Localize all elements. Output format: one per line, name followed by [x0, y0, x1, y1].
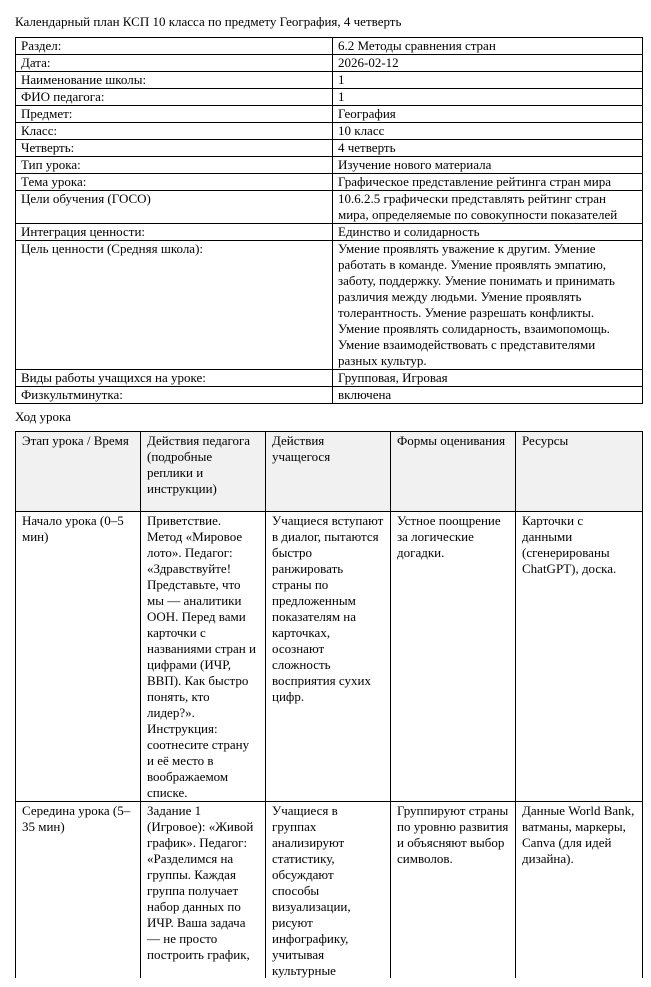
lesson-cell: Учащиеся вступают в диалог, пытаются быстро ранжировать страны по предложенным показателям на карточках, осознают сложность восприятия сухих цифр.	[266, 512, 391, 802]
lesson-section-title: Ход урока	[15, 409, 71, 424]
lesson-cell: Задание 1 (Игровое): «Живой график». Педагог: «Разделимся на группы. Каждая группа получает набор данных по ИЧР. Ваша задача — не просто построить график,	[141, 802, 266, 979]
lesson-cell: Учащиеся в группах анализируют статистику, обсуждают способы визуализации, рисуют инфографику, учитывая культурные	[266, 802, 391, 979]
info-row	[16, 224, 643, 241]
info-label: Интеграция ценности:	[16, 224, 333, 241]
info-label: Предмет:	[16, 106, 333, 123]
column-header: Формы оценивания	[391, 432, 516, 512]
info-row	[16, 370, 643, 387]
info-value: Умение проявлять уважение к другим. Умение работать в команде. Умение проявлять эмпатию, заботу, поддержку. Умение понимать и принимать различия между людьми. Умение проявлять толерантность. Умение разрешать конфликты. Умение проявлять солидарность, взаимопомощь. Умение взаимодействовать с представителями разных культур.	[333, 241, 643, 370]
info-label: Класс:	[16, 123, 333, 140]
lesson-cell: Данные World Bank, ватманы, маркеры, Canva (для идей дизайна).	[516, 802, 643, 979]
lesson-stage-row	[16, 512, 643, 802]
lesson-plan-table	[15, 431, 643, 978]
info-row	[16, 38, 643, 55]
column-header: Этап урока / Время	[16, 432, 141, 512]
info-label: ФИО педагога:	[16, 89, 333, 106]
info-value: 1	[333, 89, 643, 106]
info-value: 1	[333, 72, 643, 89]
info-label: Наименование школы:	[16, 72, 333, 89]
lesson-cell: Начало урока (0–5 мин)	[16, 512, 141, 802]
info-label: Цель ценности (Средняя школа):	[16, 241, 333, 370]
info-label: Раздел:	[16, 38, 333, 55]
info-value: Групповая, Игровая	[333, 370, 643, 387]
info-row	[16, 140, 643, 157]
info-row	[16, 191, 643, 224]
info-value: Единство и солидарность	[333, 224, 643, 241]
column-header: Действия учащегося	[266, 432, 391, 512]
lesson-cell: Группируют страны по уровню развития и объясняют выбор символов.	[391, 802, 516, 979]
info-label: Дата:	[16, 55, 333, 72]
lesson-header-row	[16, 432, 643, 512]
info-value: 4 четверть	[333, 140, 643, 157]
info-row	[16, 157, 643, 174]
info-row	[16, 241, 643, 370]
info-value: География	[333, 106, 643, 123]
document-title: Календарный план КСП 10 класса по предмету География, 4 четверть	[15, 14, 402, 29]
info-value: Изучение нового материала	[333, 157, 643, 174]
info-row	[16, 174, 643, 191]
info-row	[16, 106, 643, 123]
lesson-stage-row	[16, 802, 643, 979]
info-label: Цели обучения (ГОСО)	[16, 191, 333, 224]
info-label: Виды работы учащихся на уроке:	[16, 370, 333, 387]
info-label: Тема урока:	[16, 174, 333, 191]
column-header: Ресурсы	[516, 432, 643, 512]
plan-info-table	[15, 37, 643, 404]
info-value: 10.6.2.5 графически представлять рейтинг стран мира, определяемые по совокупности показателей	[333, 191, 643, 224]
info-row	[16, 72, 643, 89]
info-value: Графическое представление рейтинга стран мира	[333, 174, 643, 191]
info-row	[16, 55, 643, 72]
info-label: Тип урока:	[16, 157, 333, 174]
lesson-cell: Карточки с данными (сгенерированы ChatGPT), доска.	[516, 512, 643, 802]
info-value: 6.2 Методы сравнения стран	[333, 38, 643, 55]
info-row	[16, 89, 643, 106]
lesson-cell: Приветствие. Метод «Мировое лото». Педагог: «Здравствуйте! Представьте, что мы — аналитики ООН. Перед вами карточки с названиями стран и цифрами (ИЧР, ВВП). Как быстро понять, кто лидер?». Инструкция: соотнесите страну и её место в воображаемом списке.	[141, 512, 266, 802]
info-row	[16, 123, 643, 140]
column-header: Действия педагога (подробные реплики и инструкции)	[141, 432, 266, 512]
lesson-cell: Середина урока (5–35 мин)	[16, 802, 141, 979]
info-value: 2026-02-12	[333, 55, 643, 72]
info-label: Четверть:	[16, 140, 333, 157]
info-value: включена	[333, 387, 643, 404]
lesson-cell: Устное поощрение за логические догадки.	[391, 512, 516, 802]
info-value: 10 класс	[333, 123, 643, 140]
info-label: Физкультминутка:	[16, 387, 333, 404]
info-row	[16, 387, 643, 404]
